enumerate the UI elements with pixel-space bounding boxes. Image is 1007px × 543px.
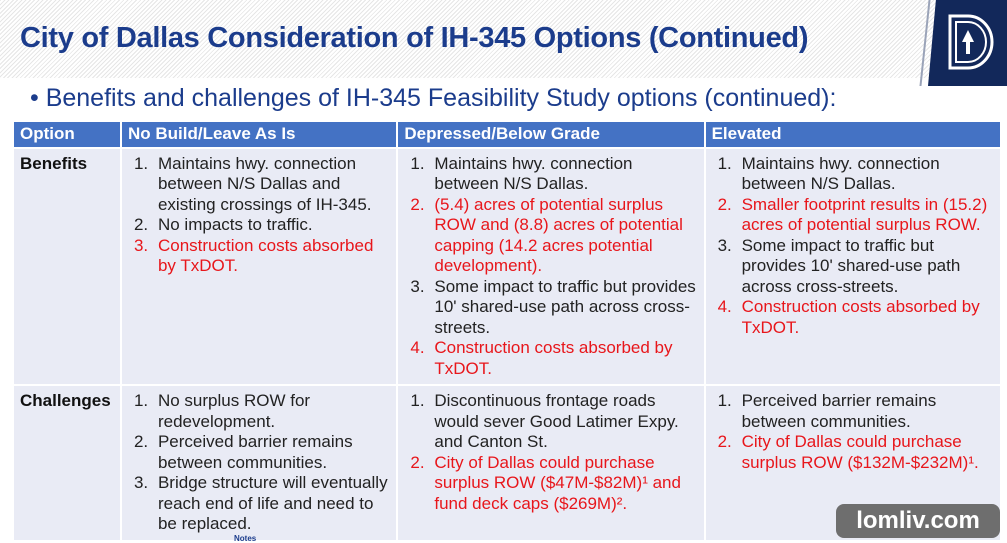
table-cell bbox=[705, 148, 1001, 386]
row-label: Benefits bbox=[13, 148, 121, 386]
item-text: Some impact to traffic but provides 10' shared-use path across cross-streets. bbox=[741, 235, 961, 296]
page-title: City of Dallas Consideration of IH-345 Options (Continued) bbox=[20, 22, 809, 54]
item-number: 1. bbox=[133, 153, 149, 173]
list-item bbox=[712, 297, 994, 338]
notes-label: Notes bbox=[234, 534, 257, 543]
list-item bbox=[128, 473, 390, 535]
item-number: 2. bbox=[717, 194, 732, 214]
item-number: 1. bbox=[717, 391, 732, 410]
table-cell bbox=[121, 385, 397, 541]
item-text: Construction costs absorbed by TxDOT. bbox=[741, 297, 980, 337]
list-item bbox=[712, 391, 994, 432]
item-text: Construction costs absorbed by TxDOT. bbox=[157, 235, 374, 275]
item-number: 2. bbox=[133, 215, 149, 234]
table-cell bbox=[397, 148, 704, 386]
item-number: 4. bbox=[717, 297, 732, 316]
item-number: 2. bbox=[133, 432, 149, 451]
item-text: City of Dallas could purchase surplus ROW ($47M-$82M)¹ and fund deck caps ($269M)². bbox=[434, 452, 681, 513]
item-number: 3. bbox=[717, 235, 732, 255]
item-number: 2. bbox=[410, 452, 425, 472]
list-item bbox=[128, 432, 390, 473]
table-row bbox=[13, 148, 1001, 386]
list-item bbox=[712, 154, 994, 195]
item-text: Maintains hwy. connection between N/S Dallas. bbox=[741, 153, 940, 193]
item-text: Perceived barrier remains between communities. bbox=[157, 432, 353, 472]
item-number: 1. bbox=[410, 391, 425, 410]
list-item bbox=[128, 391, 390, 432]
item-text: Maintains hwy. connection between N/S Dallas. bbox=[434, 153, 633, 193]
item-number: 1. bbox=[410, 153, 425, 173]
list-item bbox=[128, 154, 390, 216]
list-item bbox=[404, 391, 697, 453]
item-number: 3. bbox=[133, 235, 149, 255]
column-header: Depressed/Below Grade bbox=[397, 121, 704, 148]
item-number: 1. bbox=[133, 391, 149, 410]
subtitle-text: Benefits and challenges of IH-345 Feasibility Study options (continued): bbox=[45, 84, 837, 112]
city-of-dallas-logo bbox=[928, 0, 1007, 86]
watermark: lomliv.com bbox=[836, 504, 1000, 538]
list-item bbox=[404, 154, 697, 195]
item-text: Smaller footprint results in (15.2) acres of potential surplus ROW. bbox=[741, 194, 988, 234]
table-cell bbox=[397, 385, 704, 541]
list-item bbox=[128, 236, 390, 277]
item-number: 4. bbox=[410, 338, 425, 357]
options-table bbox=[12, 120, 1002, 542]
list-item bbox=[712, 432, 994, 473]
list-item bbox=[128, 215, 390, 236]
row-label: Challenges bbox=[13, 385, 121, 541]
column-header: No Build/Leave As Is bbox=[121, 121, 397, 148]
list-item bbox=[404, 453, 697, 515]
item-text: No impacts to traffic. bbox=[157, 215, 313, 234]
column-header: Option bbox=[13, 121, 121, 148]
item-number: 3. bbox=[133, 473, 149, 492]
list-item bbox=[712, 236, 994, 298]
list-item bbox=[404, 195, 697, 277]
subtitle-bullet: • Benefits and challenges of IH-345 Feasibility Study options (continued): bbox=[30, 84, 837, 112]
dallas-d-icon bbox=[946, 12, 996, 72]
item-text: Bridge structure will eventually reach end of life and need to be replaced. bbox=[157, 473, 388, 533]
item-text: Construction costs absorbed by TxDOT. bbox=[434, 338, 673, 378]
item-text: No surplus ROW for redevelopment. bbox=[157, 391, 311, 431]
item-text: Perceived barrier remains between communities. bbox=[741, 391, 937, 431]
table-cell bbox=[121, 148, 397, 386]
item-text: Discontinuous frontage roads would sever Good Latimer Expy. and Canton St. bbox=[434, 391, 679, 451]
list-item bbox=[404, 277, 697, 339]
item-text: Maintains hwy. connection between N/S Dallas and existing crossings of IH-345. bbox=[157, 153, 372, 214]
item-number: 2. bbox=[717, 432, 732, 451]
item-text: (5.4) acres of potential surplus ROW and (8.8) acres of potential capping (14.2 acres potential development). bbox=[434, 194, 683, 275]
column-header: Elevated bbox=[705, 121, 1001, 148]
list-item bbox=[404, 338, 697, 379]
item-number: 3. bbox=[410, 276, 425, 296]
list-item bbox=[712, 195, 994, 236]
item-text: City of Dallas could purchase surplus ROW ($132M-$232M)¹. bbox=[741, 432, 979, 472]
item-text: Some impact to traffic but provides 10' shared-use path across cross-streets. bbox=[434, 276, 696, 337]
item-number: 1. bbox=[717, 153, 732, 173]
item-number: 2. bbox=[410, 194, 425, 214]
